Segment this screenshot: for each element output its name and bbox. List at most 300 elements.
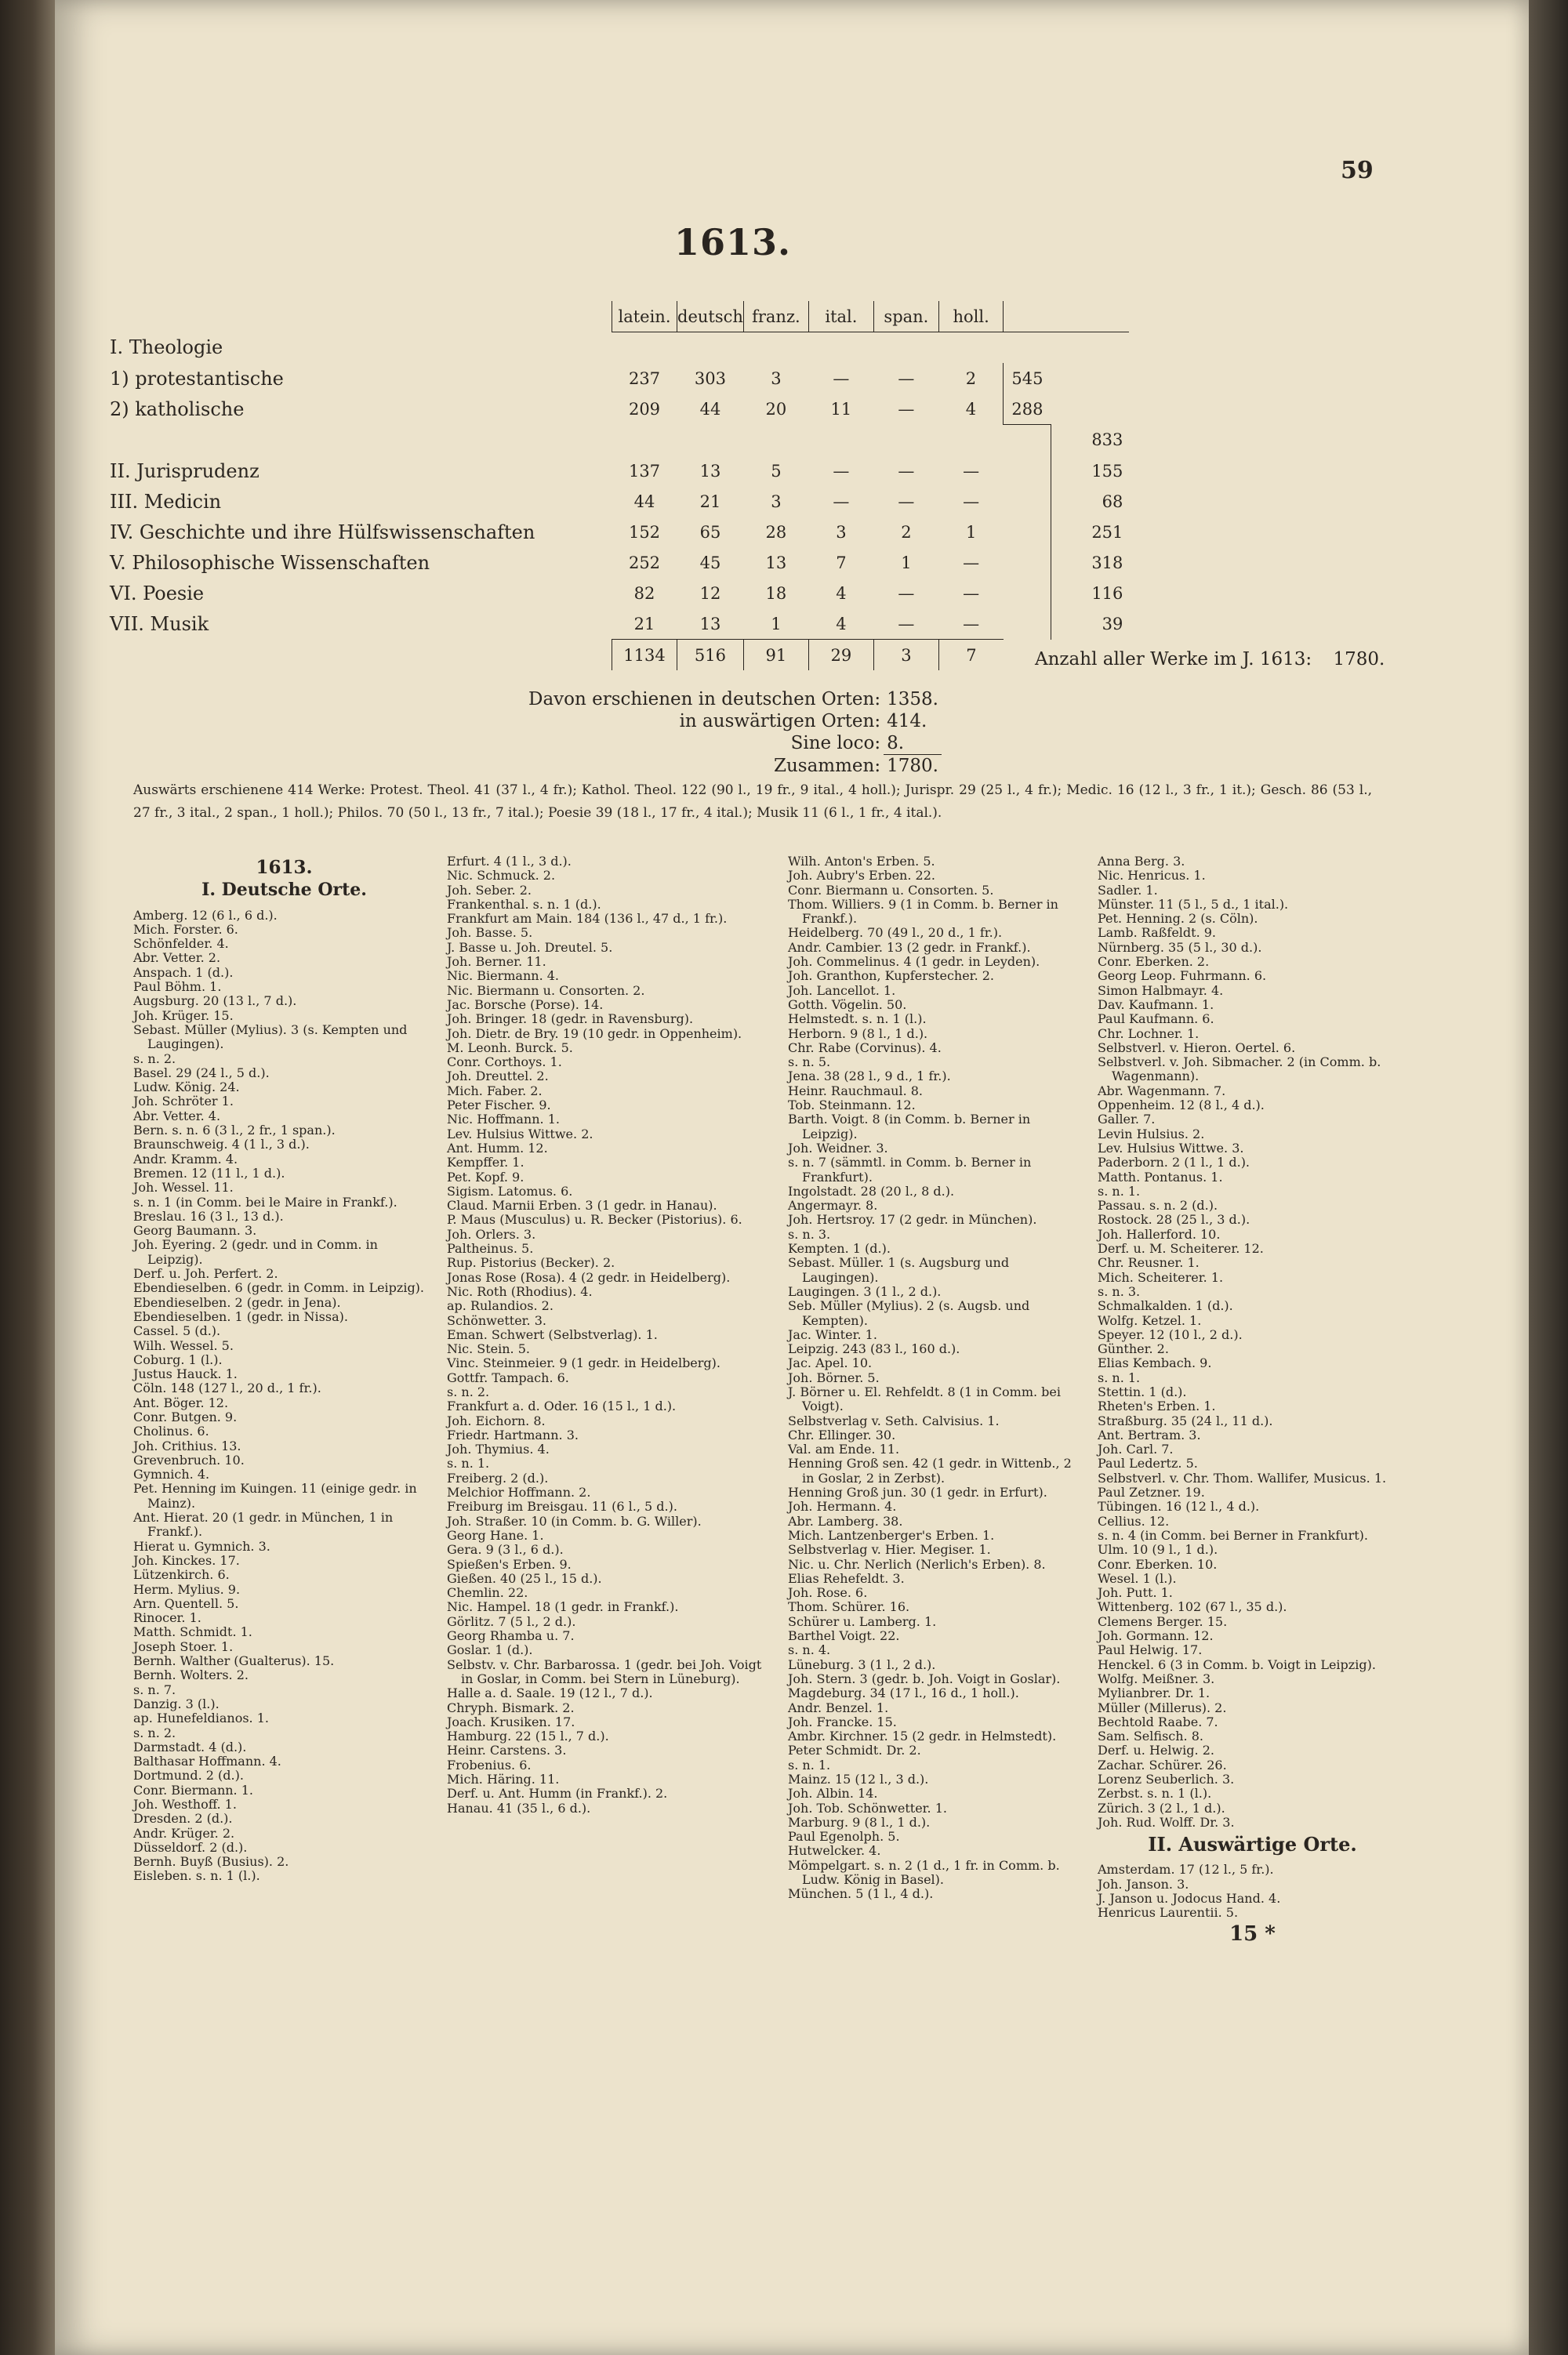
list-item: Sebast. Müller. 1 (s. Augsburg und Laugingen). [788,1255,1010,1285]
list-item: Laugingen. 3 (1 l., 2 d.). [788,1283,942,1299]
table-row [110,517,1129,547]
cell-value: — [833,461,850,481]
cell-value: 65 [699,522,721,542]
list-item: Pet. Henning. 2 (s. Cöln). [1098,911,1258,927]
list-item: Frobenius. 6. [447,1757,532,1773]
entries-col3 [788,855,1086,1902]
list-item: Bernh. Buyß (Busius). 2. [133,1854,289,1870]
summary-label: Davon erschienen in deutschen Orten: [528,689,881,709]
list-item: Pet. Kopf. 9. [447,1169,524,1185]
cell-value [677,425,744,456]
list-item: Hutwelcker. 4. [788,1843,881,1859]
list-item: Nic. Hoffmann. 1. [447,1112,560,1127]
list-item: Conr. Biermann u. Consorten. 5. [788,882,994,898]
list-item: Joh. Lancellot. 1. [788,982,896,998]
cell-value [677,332,744,364]
list-item: Georg Baumann. 3. [133,1223,257,1239]
list-item: Chr. Rabe (Corvinus). 4. [788,1040,942,1055]
cell-value: 12 [699,583,721,603]
list-item: Düsseldorf. 2 (d.). [133,1839,248,1855]
list-item: Lev. Hulsius Wittwe. 3. [1098,1140,1244,1156]
book-spine [0,0,55,2355]
subtotal: 288 [1004,394,1051,425]
list-item: s. n. 1. [1098,1183,1141,1199]
column-3 [788,855,1086,1902]
list-item: Basel. 29 (24 l., 5 d.). [133,1065,270,1080]
list-item: Heidelberg. 70 (49 l., 20 d., 1 fr.). [788,925,1003,941]
list-item: Mich. Lantzenberger's Erben. 1. [788,1527,995,1543]
list-item: Schürer u. Lamberg. 1. [788,1613,937,1629]
list-item: Lorenz Seuberlich. 3. [1098,1772,1235,1787]
cell-value: 252 [628,553,661,572]
list-item: Georg Rhamba u. 7. [447,1628,575,1644]
list-item: Ambr. Kirchner. 15 (2 gedr. in Helmstedt). [788,1729,1057,1744]
cell-value: 2 [965,368,977,388]
list-item: Ingolstadt. 28 (20 l., 8 d.). [788,1183,955,1199]
entries-col1 [133,909,435,1884]
list-item: Dresden. 2 (d.). [133,1811,233,1827]
list-item: Clemens Berger. 15. [1098,1613,1228,1629]
cell-value: 44 [699,399,721,419]
list-item: Anspach. 1 (d.). [133,964,234,980]
list-item: Derf. u. Joh. Perfert. 2. [133,1266,278,1282]
list-item: Barth. Voigt. 8 (in Comm. b. Berner in Leipzig). [788,1112,1031,1141]
list-item: Joh. Granthon, Kupferstecher. 2. [788,968,994,984]
list-item: Conr. Eberken. 2. [1098,954,1210,970]
subtotal: 545 [1004,363,1051,394]
statistics-table [110,301,1129,670]
list-item: Derf. u. M. Scheiterer. 12. [1098,1241,1264,1257]
cell-value: 3 [771,368,782,388]
cell-value: 2 [901,522,912,542]
cell-value: 21 [699,492,721,511]
row-total: 318 [1051,547,1129,578]
list-item: Sadler. 1. [1098,882,1158,898]
list-item: Peter Schmidt. Dr. 2. [788,1743,921,1758]
list-item: Eisleben. s. n. 1 (l.). [133,1868,260,1884]
list-item: Joh. Krüger. 15. [133,1007,234,1023]
list-item: Joh. Seber. 2. [447,882,532,898]
list-item: Melchior Hoffmann. 2. [447,1485,591,1500]
list-item: Joh. Kinckes. 17. [133,1552,240,1568]
list-item: Simon Halbmayr. 4. [1098,982,1224,998]
list-item: Goslar. 1 (d.). [447,1642,533,1658]
column-4 [1098,854,1407,1946]
list-item: Darmstadt. 4 (d.). [133,1739,247,1754]
subtotal [1004,547,1051,578]
cell-value: 13 [699,461,721,481]
cell-value: 44 [633,492,655,511]
cell-value: 237 [628,368,661,388]
list-item: Amsterdam. 17 (12 l., 5 fr.). [1098,1862,1274,1878]
cell-value: 4 [836,614,847,633]
list-item: Gottfr. Tampach. 6. [447,1370,569,1385]
list-item: Matth. Pontanus. 1. [1098,1169,1223,1185]
cell-value: — [898,614,915,633]
list-item: J. Janson u. Jodocus Hand. 4. [1098,1891,1281,1907]
list-item: Thom. Schürer. 16. [788,1599,910,1615]
list-item: Ant. Bertram. 3. [1098,1427,1201,1442]
list-item: Joh. Westhoff. 1. [133,1797,237,1812]
cell-value: 3 [873,640,938,671]
list-item: Joh. Stern. 3 (gedr. b. Joh. Voigt in Goslar). [788,1671,1061,1686]
cell-value: 45 [699,553,721,572]
list-item: Herborn. 9 (8 l., 1 d.). [788,1025,928,1041]
list-item: Elias Rehefeldt. 3. [788,1570,905,1586]
list-item: Paul Kaufmann. 6. [1098,1011,1214,1027]
table-row [110,455,1129,486]
summary-block [525,688,942,777]
list-item: Vinc. Steinmeier. 9 (1 gedr. in Heidelberg). [447,1355,720,1371]
col-header: ital. [808,301,873,332]
list-item: Lützenkirch. 6. [133,1567,230,1583]
list-item: Breslau. 16 (3 l., 13 d.). [133,1208,284,1224]
list-item: Dav. Kaufmann. 1. [1098,996,1214,1012]
cell-value: — [898,368,915,388]
list-item: Frankfurt am Main. 184 (136 l., 47 d., 1 fr.). [447,911,728,927]
total-works-value: 1780. [1333,649,1385,669]
list-item: s. n. 2. [133,1725,176,1740]
row-label: 2) katholische [110,397,245,420]
list-item: s. n. 2. [447,1384,490,1399]
list-item: Conr. Biermann. 1. [133,1782,253,1798]
list-item: Frankfurt a. d. Oder. 16 (15 l., 1 d.). [447,1399,677,1414]
col-header: franz. [743,301,808,332]
list-item: Coburg. 1 (l.). [133,1352,223,1367]
list-item: Gymnich. 4. [133,1467,210,1482]
list-item: Joh. Berner. 11. [447,954,546,970]
list-item: Joh. Hallerford. 10. [1098,1226,1221,1242]
list-item: Joh. Hertsroy. 17 (2 gedr. in München). [788,1212,1037,1228]
list-item: Abr. Vetter. 4. [133,1108,221,1123]
table-row [110,608,1129,640]
list-item: Schmalkalden. 1 (d.). [1098,1298,1233,1314]
list-item: Marburg. 9 (8 l., 1 d.). [788,1814,931,1830]
row-total: 833 [1051,425,1129,456]
list-item: Tübingen. 16 (12 l., 4 d.). [1098,1499,1260,1515]
list-item: Claud. Marnii Erben. 3 (1 gedr. in Hanau). [447,1198,717,1214]
row-label: IV. Geschichte und ihre Hülfswissenschaften [110,521,535,543]
cell-value: 4 [836,583,847,603]
list-item: Andr. Kramm. 4. [133,1151,238,1167]
list-item: Ant. Hierat. 20 (1 gedr. in München, 1 in Frankf.). [133,1510,394,1540]
list-item: Selbstverl. v. Hieron. Oertel. 6. [1098,1040,1296,1055]
cell-value: 1134 [612,640,677,671]
list-item: s. n. 7. [133,1682,176,1697]
row-total [1051,394,1129,425]
subtotal [1004,425,1051,456]
cell-value: 303 [694,368,726,388]
summary-label: Sine loco: [790,733,881,754]
cell-value: 1 [771,614,782,633]
cell-value: — [833,492,850,511]
list-item: Paltheinus. 5. [447,1241,534,1257]
col-header: span. [873,301,938,332]
list-item: Wittenberg. 102 (67 l., 35 d.). [1098,1599,1287,1615]
list-item: Bern. s. n. 6 (3 l., 2 fr., 1 span.). [133,1123,336,1138]
list-item: Gießen. 40 (25 l., 15 d.). [447,1570,602,1586]
list-item: Nic. u. Chr. Nerlich (Nerlich's Erben). 8. [788,1556,1046,1572]
list-item: Wesel. 1 (l.). [1098,1570,1177,1586]
table-row [110,640,1129,671]
cell-value: — [898,399,915,419]
list-item: Abr. Lamberg. 38. [788,1513,903,1529]
list-item: Cellius. 12. [1098,1513,1170,1529]
list-item: s. n. 2. [133,1050,176,1066]
list-item: Paul Egenolph. 5. [788,1829,900,1845]
row-total: 251 [1051,517,1129,547]
cell-value: 3 [836,522,847,542]
list-item: Galler. 7. [1098,1112,1156,1127]
list-item: Nic. Stein. 5. [447,1341,530,1357]
list-item: Joh. Aubry's Erben. 22. [788,868,935,884]
cell-value: — [898,461,915,481]
subtotal [1004,578,1051,608]
list-item: Joh. Gormann. 12. [1098,1628,1214,1644]
list-item: Joh. Wessel. 11. [133,1180,234,1196]
list-item: Derf. u. Ant. Humm (in Frankf.). 2. [447,1786,668,1802]
col-header: holl. [938,301,1004,332]
list-item: Cassel. 5 (d.). [133,1323,221,1339]
row-total: 155 [1051,455,1129,486]
list-item: Kempffer. 1. [447,1155,524,1170]
column-1 [133,855,435,1884]
list-item: Nic. Hampel. 18 (1 gedr. in Frankf.). [447,1599,679,1615]
cell-value: 516 [677,640,744,671]
list-item: Joh. Thymius. 4. [447,1442,550,1457]
list-item: Grevenbruch. 10. [133,1452,245,1468]
cell-value: 13 [699,614,721,633]
list-item: Paul Böhm. 1. [133,979,222,995]
cell-value [938,332,1004,364]
cell-value: 13 [765,553,787,572]
cell-value: 20 [765,399,787,419]
subtotal [1004,517,1051,547]
list-item: Lüneburg. 3 (1 l., 2 d.). [788,1656,936,1672]
list-item: Leipzig. 243 (83 l., 160 d.). [788,1341,960,1357]
cell-value: 5 [771,461,782,481]
list-item: Joh. Putt. 1. [1098,1585,1173,1601]
column-2 [447,855,768,1816]
list-item: Wilh. Anton's Erben. 5. [788,854,935,869]
list-item: P. Maus (Musculus) u. R. Becker (Pistorius). 6. [447,1212,742,1228]
total-works-line [1035,649,1385,669]
list-item: Paderborn. 2 (1 l., 1 d.). [1098,1155,1250,1170]
cell-value: 91 [743,640,808,671]
list-item: Günther. 2. [1098,1341,1169,1357]
cell-value [808,425,873,456]
list-item: Rinocer. 1. [133,1610,201,1626]
row-total [1051,363,1129,394]
row-label: I. Theologie [110,336,223,359]
list-item: s. n. 1. [788,1757,831,1773]
list-item: Joh. Tob. Schönwetter. 1. [788,1800,947,1816]
list-item: Henricus Laurentii. 5. [1098,1905,1239,1921]
list-item: Magdeburg. 34 (17 l., 16 d., 1 holl.). [788,1686,1019,1701]
list-item: Chr. Reusner. 1. [1098,1255,1200,1271]
subtotal [1004,486,1051,517]
row-label [110,425,612,456]
page-edge [1529,0,1568,2355]
list-item: Henning Groß sen. 42 (1 gedr. in Wittenb., 2 in Goslar, 2 in Zerbst). [788,1456,1072,1486]
list-item: Amberg. 12 (6 l., 6 d.). [133,907,278,923]
list-item: Mylianbrer. Dr. 1. [1098,1686,1210,1701]
list-item: Jac. Apel. 10. [788,1355,873,1371]
list-item: Ebendieselben. 1 (gedr. in Nissa). [133,1308,348,1324]
table-row [110,332,1129,364]
summary-label: Zusammen: [774,755,881,776]
section-heading-foreign: II. Auswärtige Orte. [1148,1833,1357,1856]
list-item: Danzig. 3 (l.). [133,1696,220,1711]
list-item: Joh. Eichorn. 8. [447,1413,546,1428]
summary-label: in auswärtigen Orten: [679,711,881,731]
list-item: s. n. 5. [788,1054,831,1070]
list-item: Joh. Dreuttel. 2. [447,1069,549,1084]
list-item: Ant. Böger. 12. [133,1395,229,1410]
list-item: Wolfg. Meißner. 3. [1098,1671,1215,1686]
list-item: Val. am Ende. 11. [788,1442,900,1457]
list-item: Nürnberg. 35 (5 l., 30 d.). [1098,939,1262,955]
row-total [1051,332,1129,364]
list-item: Dortmund. 2 (d.). [133,1768,244,1783]
list-item: s. n. 4 (in Comm. bei Berner in Frankfurt). [1098,1527,1368,1543]
list-item: Selbstverl. v. Chr. Thom. Wallifer, Musicus. 1. [1098,1470,1387,1486]
list-item: Nic. Roth (Rhodius). 4. [447,1283,593,1299]
cell-value: 18 [765,583,787,603]
list-item: Schönfelder. 4. [133,936,229,952]
list-item: Mömpelgart. s. n. 2 (1 d., 1 fr. in Comm. b. Ludw. König in Basel). [788,1857,1060,1888]
cell-value [808,332,873,364]
list-item: Selbstv. v. Chr. Barbarossa. 1 (gedr. bei Joh. Voigt in Goslar, in Comm. bei Stern in Lüneburg). [447,1656,762,1686]
row-label: 1) protestantische [110,367,284,390]
list-item: Schönwetter. 3. [447,1312,546,1328]
list-item: s. n. 4. [788,1642,831,1658]
list-item: Kempten. 1 (d.). [788,1241,891,1257]
list-item: Selbstverl. v. Joh. Sibmacher. 2 (in Comm. b. Wagenmann). [1098,1054,1381,1084]
list-item: Georg Leop. Fuhrmann. 6. [1098,968,1267,984]
list-item: Hierat u. Gymnich. 3. [133,1538,270,1554]
list-item: Elias Kembach. 9. [1098,1355,1212,1371]
list-item: Jena. 38 (28 l., 9 d., 1 fr.). [788,1069,951,1084]
cell-value: 11 [830,399,852,419]
list-item: Sigism. Latomus. 6. [447,1183,573,1199]
row-label: II. Jurisprudenz [110,459,260,482]
list-item: Peter Fischer. 9. [447,1098,551,1113]
cell-value: 4 [965,399,977,419]
list-item: Freiberg. 2 (d.). [447,1470,549,1486]
list-item: Mich. Faber. 2. [447,1083,543,1098]
list-item: ap. Hunefeldianos. 1. [133,1711,269,1726]
list-item: Münster. 11 (5 l., 5 d., 1 ital.). [1098,896,1289,912]
list-item: Ebendieselben. 2 (gedr. in Jena). [133,1294,341,1310]
cell-value: 209 [628,399,661,419]
entries-col4 [1098,855,1407,1830]
list-item: Selbstverlag v. Seth. Calvisius. 1. [788,1413,1000,1428]
list-item: Oppenheim. 12 (8 l., 4 d.). [1098,1098,1265,1113]
subtotal [1004,332,1051,364]
list-item: Frankenthal. s. n. 1 (d.). [447,896,601,912]
list-item: Mainz. 15 (12 l., 3 d.). [788,1772,929,1787]
cell-value: 137 [628,461,661,481]
list-item: Selbstverlag v. Hier. Megiser. 1. [788,1542,991,1558]
cell-value: 28 [765,522,787,542]
list-item: Conr. Eberken. 10. [1098,1556,1218,1572]
list-item: Tob. Steinmann. 12. [788,1098,916,1113]
cell-value: — [898,492,915,511]
list-item: s. n. 3. [1098,1283,1141,1299]
list-item: Arn. Quentell. 5. [133,1595,239,1611]
list-item: Andr. Krüger. 2. [133,1825,235,1841]
cell-value [743,332,808,364]
table-row [110,425,1129,456]
total-works-label: Anzahl aller Werke im J. 1613: [1035,649,1312,669]
summary-value: 1780. [887,756,938,776]
list-item: Passau. s. n. 2 (d.). [1098,1198,1218,1214]
list-item: Freiburg im Breisgau. 11 (6 l., 5 d.). [447,1499,677,1515]
row-label: VII. Musik [110,612,209,635]
cell-value: — [963,553,980,572]
list-item: Joh. Dietr. de Bry. 19 (10 gedr. in Oppenheim). [447,1025,742,1041]
table-row [110,486,1129,517]
list-item: M. Leonh. Burck. 5. [447,1040,573,1055]
list-item: Seb. Müller (Mylius). 2 (s. Augsb. und Kempten). [788,1298,1030,1328]
list-item: Ant. Humm. 12. [447,1140,548,1156]
col-header: deutsch [677,301,744,332]
list-item: Ludw. König. 24. [133,1080,240,1095]
list-item: s. n. 3. [788,1226,831,1242]
list-item: Joh. Rud. Wolff. Dr. 3. [1098,1814,1235,1830]
list-item: Helmstedt. s. n. 1 (l.). [788,1011,927,1027]
list-item: Joseph Stoer. 1. [133,1638,234,1654]
cell-value: 3 [771,492,782,511]
list-item: Barthel Voigt. 22. [788,1628,900,1644]
list-item: Conr. Corthoys. 1. [447,1054,562,1070]
list-item: Gotth. Vögelin. 50. [788,996,907,1012]
list-item: Joh. Börner. 5. [788,1370,880,1385]
cell-value [743,425,808,456]
list-item: ap. Rulandios. 2. [447,1298,554,1314]
list-item: Joh. Crithius. 13. [133,1438,241,1453]
list-item: Justus Hauck. 1. [133,1366,238,1382]
list-item: Braunschweig. 4 (1 l., 3 d.). [133,1137,310,1152]
list-item: Hamburg. 22 (15 l., 7 d.). [447,1729,609,1744]
list-item: Anna Berg. 3. [1098,854,1185,869]
list-item: Cöln. 148 (127 l., 20 d., 1 fr.). [133,1381,321,1396]
list-item: Joh. Weidner. 3. [788,1140,888,1156]
list-item: Joh. Francke. 15. [788,1714,897,1729]
cell-value: 7 [938,640,1004,671]
table-row [110,547,1129,578]
row-label: V. Philosophische Wissenschaften [110,551,430,574]
list-item: Angermayr. 8. [788,1198,878,1214]
list-item: Straßburg. 35 (24 l., 11 d.). [1098,1413,1273,1428]
list-item: Mich. Häring. 11. [447,1772,560,1787]
page [55,0,1529,2355]
list-item: Wolfg. Ketzel. 1. [1098,1312,1202,1328]
list-item: Paul Zetzner. 19. [1098,1485,1205,1500]
year-title: 1613. [674,221,792,263]
list-item: Cholinus. 6. [133,1424,209,1439]
col-header: latein. [612,301,677,332]
list-item: Joh. Basse. 5. [447,925,533,941]
cell-value: — [833,368,850,388]
list-item: Eman. Schwert (Selbstverlag). 1. [447,1326,658,1342]
list-item: Herm. Mylius. 9. [133,1581,241,1597]
list-item: Müller (Millerus). 2. [1098,1700,1227,1715]
list-item: Nic. Biermann. 4. [447,968,559,984]
list-item: Heinr. Carstens. 3. [447,1743,567,1758]
list-item: Ebendieselben. 6 (gedr. in Comm. in Leipzig). [133,1280,425,1296]
